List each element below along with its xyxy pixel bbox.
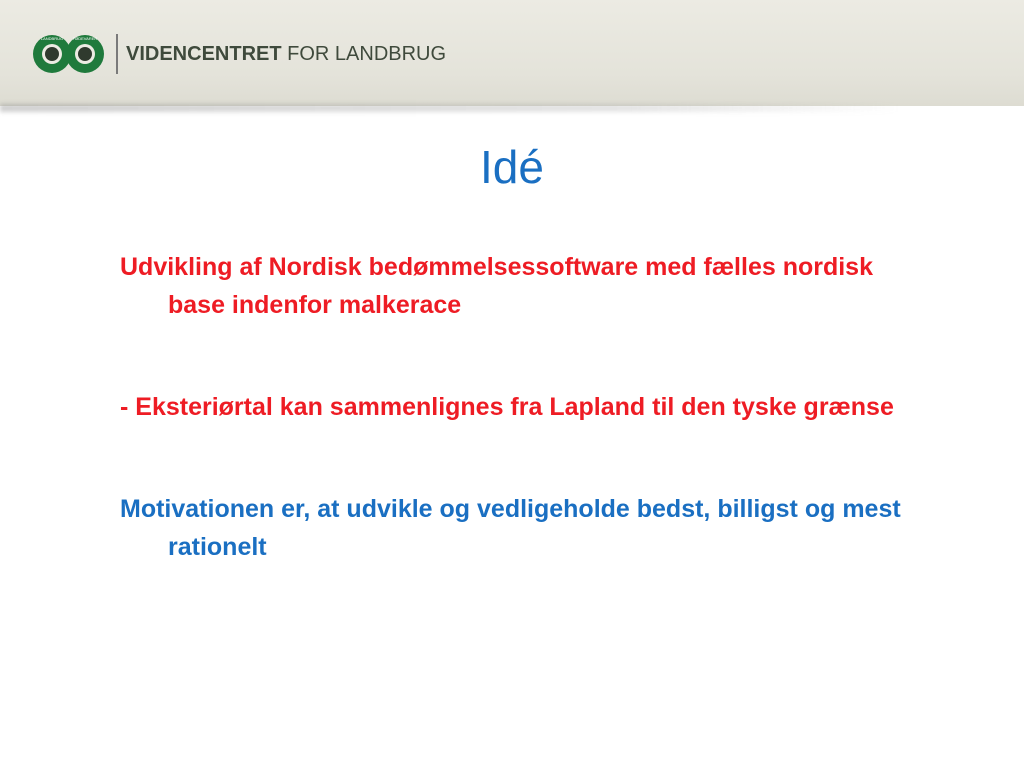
logo-text-normal: FOR LANDBRUG [281, 42, 447, 65]
paragraph-1: Udvikling af Nordisk bedømmelsessoftware med fælles nordisk base indenfor malkerace [120, 253, 873, 319]
svg-text:LANDBRUG: LANDBRUG [40, 36, 64, 41]
paragraph-2: - Eksteriørtal kan sammenlignes fra Lapland til den tyske grænse [120, 393, 894, 421]
paragraph-3: Motivationen er, at udvikle og vedligeholde bedst, billigst og mest rationelt [120, 495, 901, 561]
slide-body [120, 248, 920, 566]
logo-text [126, 43, 446, 66]
slide-title: Idé [480, 141, 544, 193]
logo-rings-icon [32, 32, 106, 76]
header-shadow [0, 104, 900, 112]
logo-divider [116, 34, 118, 74]
svg-text:FØDEVARER: FØDEVARER [72, 36, 98, 41]
logo [32, 32, 446, 76]
logo-text-bold: VIDENCENTRET [126, 42, 282, 65]
